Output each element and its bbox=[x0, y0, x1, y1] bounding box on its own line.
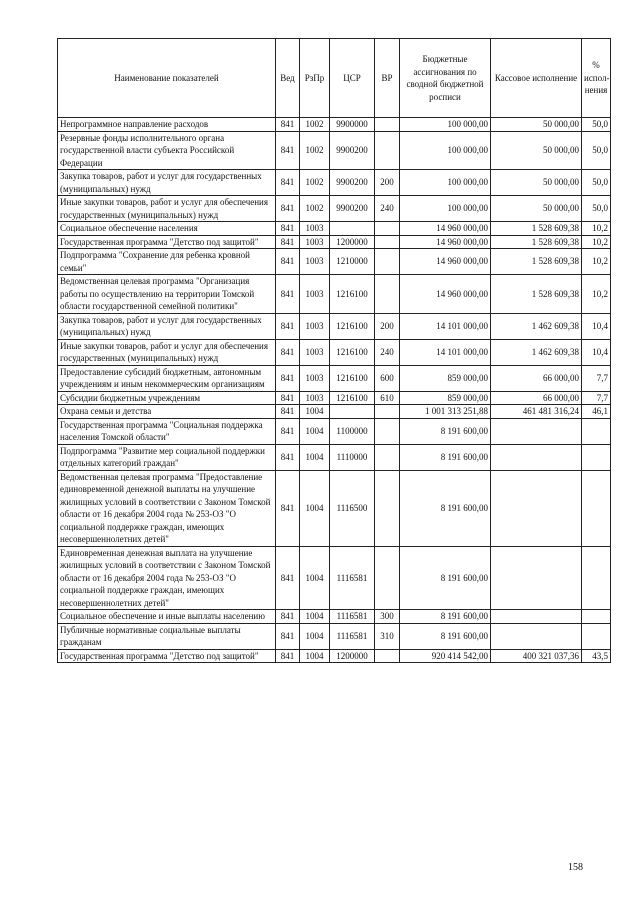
row-vr bbox=[375, 546, 400, 610]
row-cash-execution bbox=[491, 610, 582, 624]
table-row bbox=[58, 405, 611, 419]
row-percent bbox=[582, 444, 611, 470]
row-ved: 841 bbox=[276, 546, 300, 610]
row-name: Государственная программа "Детство под защитой" bbox=[58, 235, 276, 249]
row-vr: 310 bbox=[375, 623, 400, 649]
header-ved: Вед bbox=[276, 39, 300, 118]
table-row bbox=[58, 275, 611, 314]
row-rzpr: 1004 bbox=[300, 623, 330, 649]
row-vr bbox=[375, 275, 400, 314]
table-row bbox=[58, 470, 611, 546]
row-csr: 1200000 bbox=[330, 235, 375, 249]
row-rzpr: 1004 bbox=[300, 470, 330, 546]
row-vr: 600 bbox=[375, 365, 400, 391]
row-csr bbox=[330, 405, 375, 419]
row-assignments: 859 000,00 bbox=[400, 391, 491, 405]
row-cash-execution: 461 481 316,24 bbox=[491, 405, 582, 419]
row-vr: 240 bbox=[375, 196, 400, 222]
row-vr bbox=[375, 444, 400, 470]
table-row bbox=[58, 444, 611, 470]
row-ved: 841 bbox=[276, 649, 300, 663]
row-name: Единовременная денежная выплата на улучшение жилищных условий в соответствии с Законом Томской области от 16 декабря 2004 года № 253-ОЗ "О социальной поддержке граждан, имеющих несовершеннолетних детей" bbox=[58, 546, 276, 610]
row-assignments: 14 101 000,00 bbox=[400, 313, 491, 339]
row-name: Иные закупки товаров, работ и услуг для обеспечения государственных (муниципальных) нужд bbox=[58, 339, 276, 365]
row-csr: 1216100 bbox=[330, 313, 375, 339]
row-rzpr: 1004 bbox=[300, 546, 330, 610]
row-percent: 50,0 bbox=[582, 170, 611, 196]
row-rzpr: 1002 bbox=[300, 118, 330, 132]
row-percent bbox=[582, 470, 611, 546]
row-csr bbox=[330, 222, 375, 236]
row-cash-execution bbox=[491, 418, 582, 444]
row-csr: 9900200 bbox=[330, 196, 375, 222]
row-rzpr: 1004 bbox=[300, 444, 330, 470]
row-name: Подпрограмма "Сохранение для ребенка кровной семьи" bbox=[58, 249, 276, 275]
row-percent: 10,2 bbox=[582, 249, 611, 275]
row-ved: 841 bbox=[276, 418, 300, 444]
header-rzpr: РзПр bbox=[300, 39, 330, 118]
header-name: Наименование показателей bbox=[58, 39, 276, 118]
row-rzpr: 1003 bbox=[300, 235, 330, 249]
row-cash-execution: 50 000,00 bbox=[491, 131, 582, 170]
row-ved: 841 bbox=[276, 391, 300, 405]
row-name: Непрограммное направление расходов bbox=[58, 118, 276, 132]
row-cash-execution bbox=[491, 470, 582, 546]
row-name: Иные закупки товаров, работ и услуг для обеспечения государственных (муниципальных) нужд bbox=[58, 196, 276, 222]
row-csr: 1110000 bbox=[330, 444, 375, 470]
row-csr: 9900000 bbox=[330, 118, 375, 132]
row-ved: 841 bbox=[276, 249, 300, 275]
row-vr bbox=[375, 118, 400, 132]
row-vr bbox=[375, 249, 400, 275]
row-csr: 1100000 bbox=[330, 418, 375, 444]
row-percent bbox=[582, 546, 611, 610]
row-ved: 841 bbox=[276, 313, 300, 339]
row-csr: 1116581 bbox=[330, 546, 375, 610]
row-assignments: 14 101 000,00 bbox=[400, 339, 491, 365]
row-percent: 46,1 bbox=[582, 405, 611, 419]
table-row bbox=[58, 339, 611, 365]
row-cash-execution: 50 000,00 bbox=[491, 170, 582, 196]
row-ved: 841 bbox=[276, 610, 300, 624]
row-rzpr: 1002 bbox=[300, 131, 330, 170]
table-row bbox=[58, 196, 611, 222]
row-assignments: 8 191 600,00 bbox=[400, 623, 491, 649]
row-vr bbox=[375, 235, 400, 249]
row-rzpr: 1004 bbox=[300, 418, 330, 444]
row-vr: 610 bbox=[375, 391, 400, 405]
row-cash-execution: 1 462 609,38 bbox=[491, 313, 582, 339]
row-ved: 841 bbox=[276, 222, 300, 236]
row-csr: 1216100 bbox=[330, 339, 375, 365]
header-row bbox=[58, 39, 611, 118]
row-vr: 300 bbox=[375, 610, 400, 624]
row-ved: 841 bbox=[276, 235, 300, 249]
row-rzpr: 1003 bbox=[300, 391, 330, 405]
row-cash-execution bbox=[491, 623, 582, 649]
row-percent: 50,0 bbox=[582, 131, 611, 170]
row-csr: 9900200 bbox=[330, 131, 375, 170]
row-rzpr: 1004 bbox=[300, 649, 330, 663]
row-cash-execution: 50 000,00 bbox=[491, 196, 582, 222]
header-cash-execution: Кассовое исполнение bbox=[491, 39, 582, 118]
row-percent: 7,7 bbox=[582, 391, 611, 405]
row-name: Закупка товаров, работ и услуг для государственных (муниципальных) нужд bbox=[58, 313, 276, 339]
row-assignments: 8 191 600,00 bbox=[400, 610, 491, 624]
budget-table bbox=[57, 38, 611, 663]
row-name: Субсидии бюджетным учреждениям bbox=[58, 391, 276, 405]
row-ved: 841 bbox=[276, 170, 300, 196]
row-name: Государственная программа "Детство под защитой" bbox=[58, 649, 276, 663]
row-assignments: 14 960 000,00 bbox=[400, 222, 491, 236]
row-rzpr: 1003 bbox=[300, 365, 330, 391]
row-vr: 200 bbox=[375, 313, 400, 339]
row-rzpr: 1004 bbox=[300, 610, 330, 624]
row-name: Подпрограмма "Развитие мер социальной поддержки отдельных категорий граждан" bbox=[58, 444, 276, 470]
row-name: Предоставление субсидий бюджетным, автономным учреждениям и иным некоммерческим организациям bbox=[58, 365, 276, 391]
row-vr: 200 bbox=[375, 170, 400, 196]
header-csr: ЦСР bbox=[330, 39, 375, 118]
row-name: Ведомственная целевая программа "Организация работы по осуществлению на территории Томской области государственной семейной политики" bbox=[58, 275, 276, 314]
row-rzpr: 1003 bbox=[300, 313, 330, 339]
row-assignments: 100 000,00 bbox=[400, 131, 491, 170]
row-vr bbox=[375, 222, 400, 236]
table-row bbox=[58, 623, 611, 649]
row-percent: 10,2 bbox=[582, 275, 611, 314]
row-cash-execution: 1 528 609,38 bbox=[491, 222, 582, 236]
row-csr: 1116581 bbox=[330, 623, 375, 649]
row-assignments: 14 960 000,00 bbox=[400, 249, 491, 275]
row-csr: 1116500 bbox=[330, 470, 375, 546]
row-csr: 1216100 bbox=[330, 275, 375, 314]
table-row bbox=[58, 418, 611, 444]
row-percent bbox=[582, 623, 611, 649]
row-vr bbox=[375, 470, 400, 546]
row-assignments: 859 000,00 bbox=[400, 365, 491, 391]
row-percent: 50,0 bbox=[582, 118, 611, 132]
table-row bbox=[58, 610, 611, 624]
row-ved: 841 bbox=[276, 339, 300, 365]
row-rzpr: 1003 bbox=[300, 339, 330, 365]
row-assignments: 100 000,00 bbox=[400, 196, 491, 222]
row-ved: 841 bbox=[276, 365, 300, 391]
row-vr bbox=[375, 649, 400, 663]
row-ved: 841 bbox=[276, 131, 300, 170]
row-name: Публичные нормативные социальные выплаты гражданам bbox=[58, 623, 276, 649]
row-csr: 1216100 bbox=[330, 391, 375, 405]
row-csr: 1216100 bbox=[330, 365, 375, 391]
row-csr: 1116581 bbox=[330, 610, 375, 624]
row-cash-execution bbox=[491, 546, 582, 610]
row-cash-execution: 66 000,00 bbox=[491, 365, 582, 391]
row-percent: 50,0 bbox=[582, 196, 611, 222]
row-name: Охрана семьи и детства bbox=[58, 405, 276, 419]
row-assignments: 100 000,00 bbox=[400, 170, 491, 196]
row-percent bbox=[582, 418, 611, 444]
row-percent: 10,4 bbox=[582, 313, 611, 339]
row-percent: 10,2 bbox=[582, 235, 611, 249]
row-name: Социальное обеспечение и иные выплаты населению bbox=[58, 610, 276, 624]
row-vr: 240 bbox=[375, 339, 400, 365]
row-ved: 841 bbox=[276, 118, 300, 132]
header-vr: ВР bbox=[375, 39, 400, 118]
table-row bbox=[58, 649, 611, 663]
table-row bbox=[58, 131, 611, 170]
row-ved: 841 bbox=[276, 623, 300, 649]
row-cash-execution: 1 528 609,38 bbox=[491, 275, 582, 314]
table-row bbox=[58, 313, 611, 339]
row-rzpr: 1002 bbox=[300, 170, 330, 196]
row-assignments: 920 414 542,00 bbox=[400, 649, 491, 663]
row-ved: 841 bbox=[276, 405, 300, 419]
table-row bbox=[58, 546, 611, 610]
table-row bbox=[58, 222, 611, 236]
row-assignments: 14 960 000,00 bbox=[400, 235, 491, 249]
row-assignments: 14 960 000,00 bbox=[400, 275, 491, 314]
row-percent: 10,4 bbox=[582, 339, 611, 365]
row-ved: 841 bbox=[276, 470, 300, 546]
row-percent: 10,2 bbox=[582, 222, 611, 236]
row-cash-execution: 400 321 037,36 bbox=[491, 649, 582, 663]
row-assignments: 100 000,00 bbox=[400, 118, 491, 132]
row-name: Государственная программа "Социальная поддержка населения Томской области" bbox=[58, 418, 276, 444]
header-assignments: Бюджетные ассигнования по сводной бюджетной росписи bbox=[400, 39, 491, 118]
row-percent bbox=[582, 610, 611, 624]
row-ved: 841 bbox=[276, 275, 300, 314]
table-row bbox=[58, 118, 611, 132]
row-assignments: 8 191 600,00 bbox=[400, 444, 491, 470]
row-cash-execution bbox=[491, 444, 582, 470]
row-vr bbox=[375, 405, 400, 419]
row-rzpr: 1004 bbox=[300, 405, 330, 419]
row-assignments: 8 191 600,00 bbox=[400, 546, 491, 610]
row-name: Резервные фонды исполнительного органа государственной власти субъекта Российской Федерации bbox=[58, 131, 276, 170]
row-name: Социальное обеспечение населения bbox=[58, 222, 276, 236]
row-ved: 841 bbox=[276, 196, 300, 222]
row-name: Ведомственная целевая программа "Предоставление единовременной денежной выплаты на улучшение жилищных условий в соответствии с Законом Томской области от 16 декабря 2004 года № 253-ОЗ "О социальной поддержке граждан, имеющих несовершеннолетних детей" bbox=[58, 470, 276, 546]
row-csr: 9900200 bbox=[330, 170, 375, 196]
row-cash-execution: 1 528 609,38 bbox=[491, 235, 582, 249]
row-vr bbox=[375, 418, 400, 444]
row-cash-execution: 66 000,00 bbox=[491, 391, 582, 405]
table-row bbox=[58, 170, 611, 196]
row-cash-execution: 1 528 609,38 bbox=[491, 249, 582, 275]
row-ved: 841 bbox=[276, 444, 300, 470]
table-row bbox=[58, 365, 611, 391]
table-row bbox=[58, 235, 611, 249]
row-rzpr: 1002 bbox=[300, 196, 330, 222]
row-percent: 43,5 bbox=[582, 649, 611, 663]
row-rzpr: 1003 bbox=[300, 222, 330, 236]
row-rzpr: 1003 bbox=[300, 275, 330, 314]
row-cash-execution: 1 462 609,38 bbox=[491, 339, 582, 365]
page-number: 158 bbox=[568, 862, 583, 873]
row-percent: 7,7 bbox=[582, 365, 611, 391]
row-rzpr: 1003 bbox=[300, 249, 330, 275]
header-percent: % испол-нения bbox=[582, 39, 611, 118]
row-name: Закупка товаров, работ и услуг для государственных (муниципальных) нужд bbox=[58, 170, 276, 196]
row-vr bbox=[375, 131, 400, 170]
row-csr: 1200000 bbox=[330, 649, 375, 663]
row-csr: 1210000 bbox=[330, 249, 375, 275]
table-row bbox=[58, 391, 611, 405]
row-assignments: 1 001 313 251,88 bbox=[400, 405, 491, 419]
row-assignments: 8 191 600,00 bbox=[400, 418, 491, 444]
row-cash-execution: 50 000,00 bbox=[491, 118, 582, 132]
table-row bbox=[58, 249, 611, 275]
row-assignments: 8 191 600,00 bbox=[400, 470, 491, 546]
